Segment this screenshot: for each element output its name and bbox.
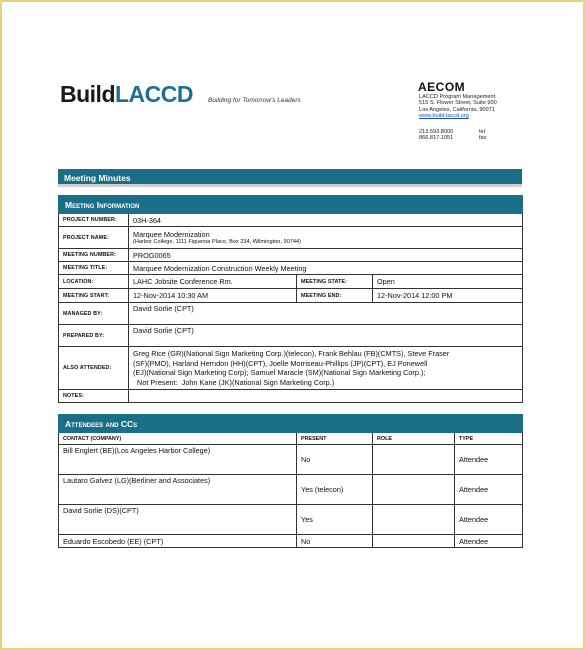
attendees-column-headers <box>59 433 523 445</box>
attendee-type: Attendee <box>455 475 523 505</box>
meeting-title-label: MEETING TITLE: <box>59 262 129 275</box>
meeting-information-table <box>58 195 523 403</box>
meeting-state-label: MEETING STATE: <box>297 275 373 289</box>
also-attended-row <box>59 347 523 390</box>
managed-by-row <box>59 303 523 325</box>
attendee-contact: David Sorlie (DS)(CPT) <box>59 505 297 535</box>
column-header-present: PRESENT <box>297 433 373 445</box>
attendee-contact: Lautaro Galvez (LG)(Berliner and Associates) <box>59 475 297 505</box>
address-line: Los Angeles, California, 90071 <box>419 106 495 113</box>
location-label: LOCATION: <box>59 275 129 289</box>
attendee-role <box>373 475 455 505</box>
meeting-state-value: Open <box>373 275 523 289</box>
prepared-by-row <box>59 325 523 347</box>
meeting-title-value: Marquee Modernization Construction Weekly Meeting <box>129 262 523 275</box>
attendee-present: No <box>297 535 373 548</box>
location-row <box>59 275 523 289</box>
notes-label: NOTES: <box>59 390 129 403</box>
meeting-start-label: MEETING START: <box>59 289 129 303</box>
tagline: Building for Tomorrow's Leaders <box>208 97 301 104</box>
managed-by-label: MANAGED BY: <box>59 303 129 325</box>
project-name-label: PROJECT NAME: <box>59 227 129 249</box>
table-row <box>59 445 523 475</box>
attendee-type: Attendee <box>455 535 523 548</box>
attendee-type: Attendee <box>455 445 523 475</box>
notes-row <box>59 390 523 403</box>
also-attended-label: ALSO ATTENDED: <box>59 347 129 390</box>
meeting-end-label: MEETING END: <box>297 289 373 303</box>
table-row <box>59 505 523 535</box>
logo-text-build: Build <box>60 81 115 107</box>
project-number-value: 03H-364 <box>129 214 523 227</box>
also-attended-line: Not Present: John Kane (JK)(National Sign Marketing Corp.) <box>133 377 335 387</box>
prepared-by-label: PREPARED BY: <box>59 325 129 347</box>
column-header-type: TYPE <box>455 433 523 445</box>
website-link[interactable]: www.build-laccd.org <box>419 113 469 120</box>
attendee-role <box>373 445 455 475</box>
column-header-contact: CONTACT (COMPANY) <box>59 433 297 445</box>
meeting-time-row <box>59 289 523 303</box>
fax-row <box>419 135 486 141</box>
project-name-value: Marquee Modernization <box>133 230 210 239</box>
fax-number: 866.817.1051 <box>419 135 454 142</box>
contact-numbers <box>419 129 486 142</box>
project-name-cell <box>129 227 523 249</box>
logo-text-laccd: LACCD <box>115 81 193 107</box>
table-row <box>59 475 523 505</box>
location-value: LAHC Jobsite Conference Rm. <box>129 275 297 289</box>
prepared-by-value: David Sorlie (CPT) <box>129 325 523 347</box>
attendee-present: Yes <box>297 505 373 535</box>
also-attended-value <box>129 347 523 390</box>
project-location: (Harbor College, 1111 Figueroa Place, Box 234, Wilmington, 90744) <box>133 239 301 245</box>
phone-label: tel <box>479 129 485 135</box>
project-number-row <box>59 214 523 227</box>
phone-number: 213.593.8000 <box>419 129 454 135</box>
table-row <box>59 535 523 548</box>
attendee-contact: Eduardo Escobedo (EE) (CPT) <box>59 535 297 548</box>
attendees-header-row <box>59 415 523 433</box>
aecom-logo: AECOM <box>418 80 466 94</box>
attendee-contact: Bill Englert (BE)(Los Angeles Harbor College) <box>59 445 297 475</box>
attendee-present: No <box>297 445 373 475</box>
buildlaccd-logo <box>60 80 193 108</box>
project-name-row <box>59 227 523 249</box>
attendee-role <box>373 505 455 535</box>
meeting-title-row <box>59 262 523 275</box>
address-line: 515 S. Flower Street, Suite 900 <box>419 100 497 107</box>
address-line: LACCD Program Management <box>419 94 496 100</box>
meeting-info-header-row <box>59 196 523 214</box>
managed-by-value: David Sorlie (CPT) <box>129 303 523 325</box>
meeting-number-row <box>59 249 523 262</box>
section-title-bar <box>58 169 522 187</box>
notes-value <box>129 390 523 403</box>
attendee-type: Attendee <box>455 505 523 535</box>
meeting-info-heading: Meeting Information <box>65 199 140 210</box>
attendee-role <box>373 535 455 548</box>
attendees-table <box>58 414 523 548</box>
meeting-number-value: PROG0065 <box>129 249 523 262</box>
meeting-start-value: 12-Nov-2014 10:30 AM <box>129 289 297 303</box>
also-attended-line: Greg Rice (GR)(National Sign Marketing Corp.)(telecon), Frank Behlau (FB)(CMTS), Steve Fraser <box>133 349 450 358</box>
meeting-number-label: MEETING NUMBER: <box>59 249 129 262</box>
company-address <box>419 94 497 120</box>
column-header-role: ROLE <box>373 433 455 445</box>
section-title: Meeting Minutes <box>64 173 131 183</box>
also-attended-line: (SF)(PMO), Harland Herndon (HH)(CPT), Joelle Morriseau-Phillips (JP)(CPT), EJ Ponewell <box>133 358 428 368</box>
also-attended-line: (EJ)(National Sign Marketing Corp); Samuel Maracle (SM)(National Sign Marketing Corp.); <box>133 368 426 377</box>
meeting-end-value: 12-Nov-2014 12:00 PM <box>373 289 523 303</box>
project-number-label: PROJECT NUMBER: <box>59 214 129 227</box>
fax-label: fax <box>479 135 487 142</box>
attendees-heading: Attendees and CCs <box>65 418 138 429</box>
attendee-present: Yes (telecon) <box>297 475 373 505</box>
